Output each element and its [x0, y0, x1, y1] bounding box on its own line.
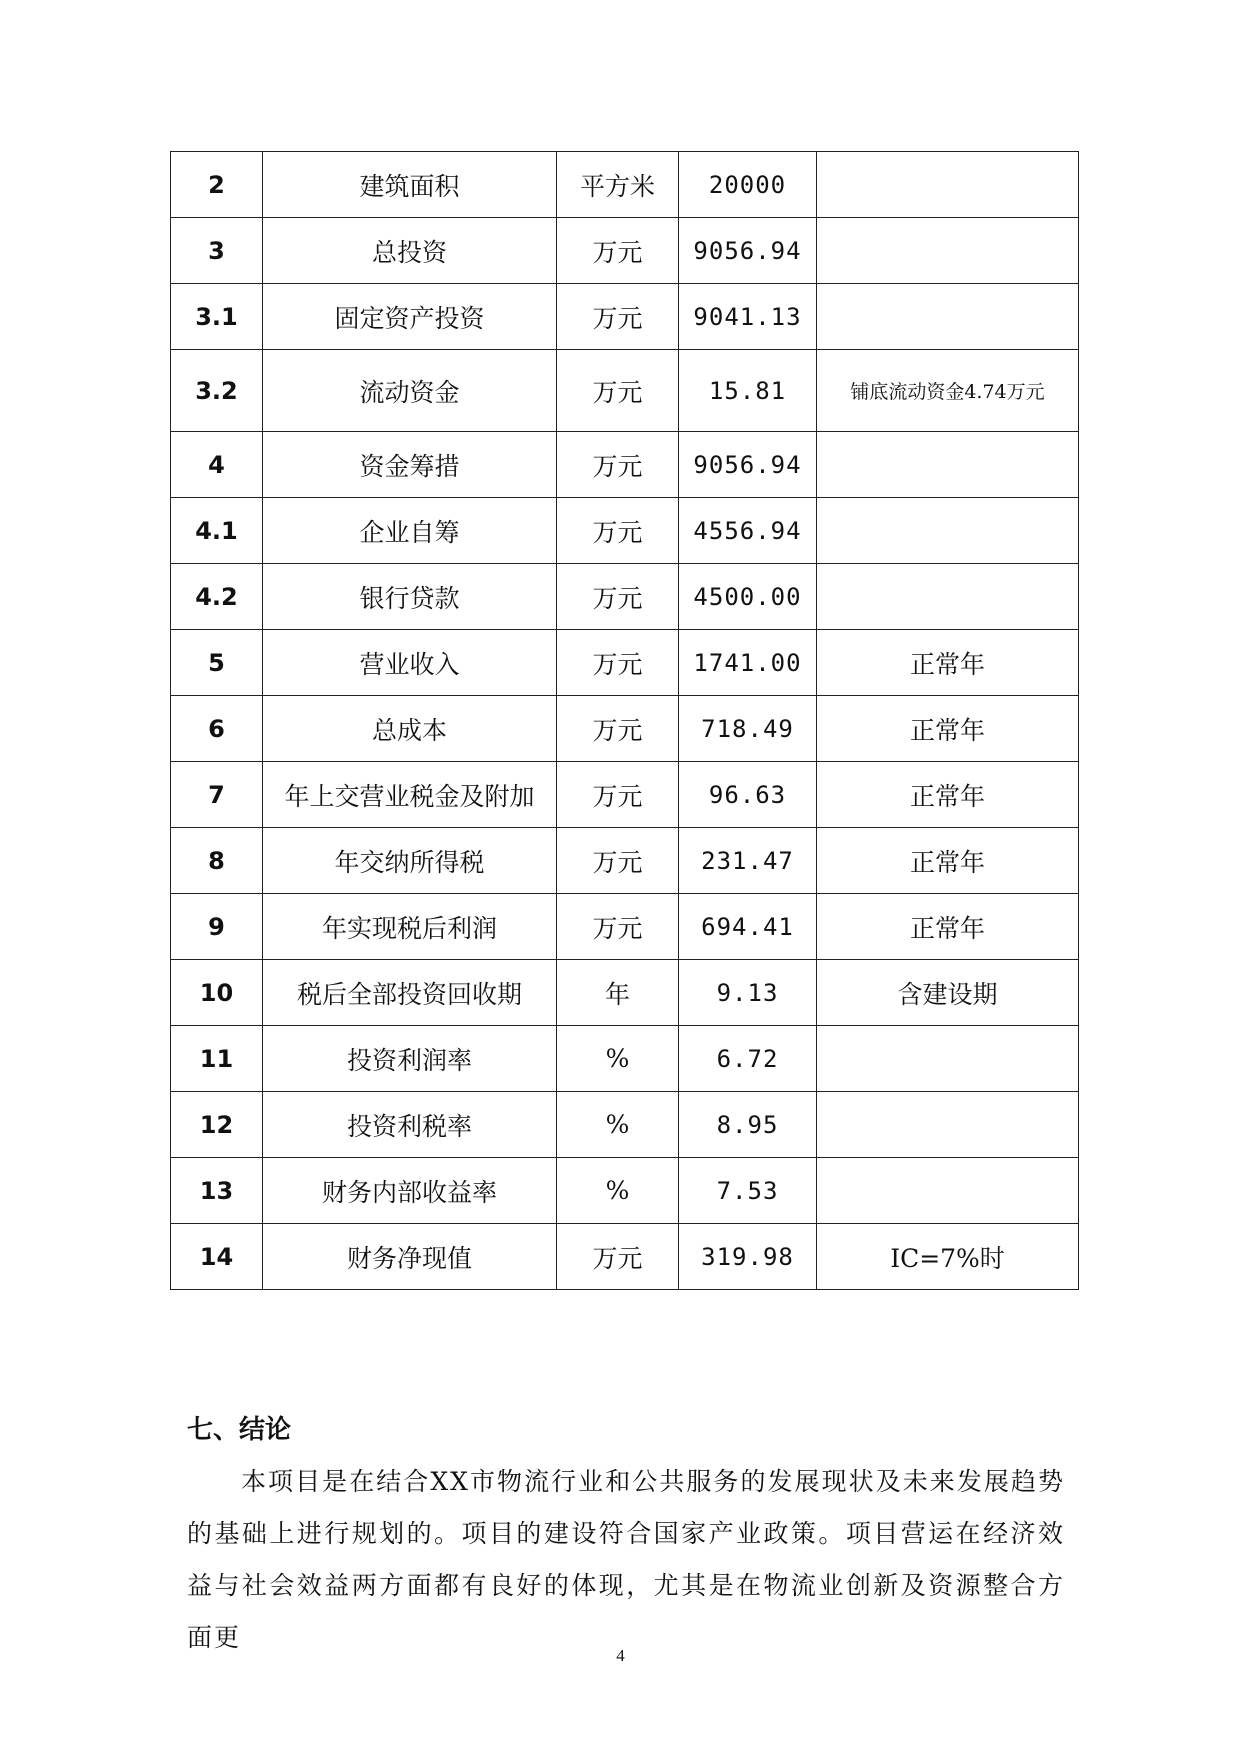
table-row	[171, 1092, 1079, 1158]
row-item: 建筑面积	[263, 152, 557, 218]
row-value: 15.81	[679, 350, 817, 432]
row-number: 3	[171, 218, 263, 284]
table-row	[171, 1026, 1079, 1092]
row-note: 铺底流动资金4.74万元	[817, 350, 1079, 432]
table-row	[171, 218, 1079, 284]
row-item: 流动资金	[263, 350, 557, 432]
row-note	[817, 218, 1079, 284]
table-row	[171, 152, 1079, 218]
row-unit: %	[557, 1092, 679, 1158]
table-row	[171, 498, 1079, 564]
row-item: 财务内部收益率	[263, 1158, 557, 1224]
row-unit: 万元	[557, 1224, 679, 1290]
row-note	[817, 1026, 1079, 1092]
row-number: 8	[171, 828, 263, 894]
row-value: 694.41	[679, 894, 817, 960]
section-heading: 七、结论	[187, 1415, 292, 1445]
row-value: 1741.00	[679, 630, 817, 696]
conclusion-paragraph: 本项目是在结合XX市物流行业和公共服务的发展现状及未来发展趋势的基础上进行规划的。项目的建设符合国家产业政策。项目营运在经济效益与社会效益两方面都有良好的体现，尤其是在物流业创新及资源整合方面更	[187, 1467, 1065, 1652]
row-note: 正常年	[817, 696, 1079, 762]
row-item: 财务净现值	[263, 1224, 557, 1290]
row-unit: 万元	[557, 696, 679, 762]
row-item: 资金筹措	[263, 432, 557, 498]
row-item: 年实现税后利润	[263, 894, 557, 960]
row-item: 固定资产投资	[263, 284, 557, 350]
row-number: 12	[171, 1092, 263, 1158]
table-row	[171, 1158, 1079, 1224]
row-item: 总成本	[263, 696, 557, 762]
row-value: 9056.94	[679, 432, 817, 498]
row-note: 正常年	[817, 762, 1079, 828]
row-note	[817, 284, 1079, 350]
table-row	[171, 762, 1079, 828]
row-note: 正常年	[817, 894, 1079, 960]
row-unit: 万元	[557, 350, 679, 432]
row-value: 319.98	[679, 1224, 817, 1290]
row-number: 3.1	[171, 284, 263, 350]
row-value: 4500.00	[679, 564, 817, 630]
row-item: 投资利润率	[263, 1026, 557, 1092]
row-number: 5	[171, 630, 263, 696]
table-row	[171, 350, 1079, 432]
row-unit: %	[557, 1158, 679, 1224]
row-unit: %	[557, 1026, 679, 1092]
row-value: 7.53	[679, 1158, 817, 1224]
row-value: 96.63	[679, 762, 817, 828]
row-item: 企业自筹	[263, 498, 557, 564]
row-unit: 万元	[557, 432, 679, 498]
row-number: 9	[171, 894, 263, 960]
row-value: 8.95	[679, 1092, 817, 1158]
row-number: 6	[171, 696, 263, 762]
row-unit: 万元	[557, 498, 679, 564]
row-value: 9.13	[679, 960, 817, 1026]
row-unit: 万元	[557, 828, 679, 894]
row-value: 6.72	[679, 1026, 817, 1092]
row-note	[817, 498, 1079, 564]
row-item: 投资利税率	[263, 1092, 557, 1158]
row-note	[817, 1158, 1079, 1224]
row-unit: 万元	[557, 762, 679, 828]
row-value: 4556.94	[679, 498, 817, 564]
row-value: 231.47	[679, 828, 817, 894]
table-row	[171, 894, 1079, 960]
table-row	[171, 630, 1079, 696]
row-unit: 平方米	[557, 152, 679, 218]
table-row	[171, 564, 1079, 630]
row-note: 正常年	[817, 630, 1079, 696]
row-note	[817, 432, 1079, 498]
table-row	[171, 284, 1079, 350]
row-item: 银行贷款	[263, 564, 557, 630]
row-unit: 万元	[557, 284, 679, 350]
row-note	[817, 1092, 1079, 1158]
row-number: 13	[171, 1158, 263, 1224]
row-note	[817, 152, 1079, 218]
table-row	[171, 432, 1079, 498]
row-item: 年上交营业税金及附加	[263, 762, 557, 828]
row-unit: 万元	[557, 218, 679, 284]
table-row	[171, 1224, 1079, 1290]
row-note: 正常年	[817, 828, 1079, 894]
row-number: 10	[171, 960, 263, 1026]
row-value: 718.49	[679, 696, 817, 762]
row-unit: 万元	[557, 564, 679, 630]
table-row	[171, 960, 1079, 1026]
row-unit: 年	[557, 960, 679, 1026]
row-unit: 万元	[557, 894, 679, 960]
row-unit: 万元	[557, 630, 679, 696]
row-value: 20000	[679, 152, 817, 218]
row-number: 7	[171, 762, 263, 828]
row-note: 含建设期	[817, 960, 1079, 1026]
table-row	[171, 828, 1079, 894]
row-value: 9041.13	[679, 284, 817, 350]
row-value: 9056.94	[679, 218, 817, 284]
row-number: 11	[171, 1026, 263, 1092]
row-item: 营业收入	[263, 630, 557, 696]
row-number: 2	[171, 152, 263, 218]
financial-indicators-table	[170, 151, 1079, 1290]
row-number: 4.2	[171, 564, 263, 630]
row-number: 14	[171, 1224, 263, 1290]
row-note	[817, 564, 1079, 630]
row-item: 年交纳所得税	[263, 828, 557, 894]
page-number: 4	[616, 1646, 625, 1665]
row-number: 4.1	[171, 498, 263, 564]
row-number: 4	[171, 432, 263, 498]
row-item: 总投资	[263, 218, 557, 284]
row-number: 3.2	[171, 350, 263, 432]
row-item: 税后全部投资回收期	[263, 960, 557, 1026]
row-note: IC=7%时	[817, 1224, 1079, 1290]
table-row	[171, 696, 1079, 762]
